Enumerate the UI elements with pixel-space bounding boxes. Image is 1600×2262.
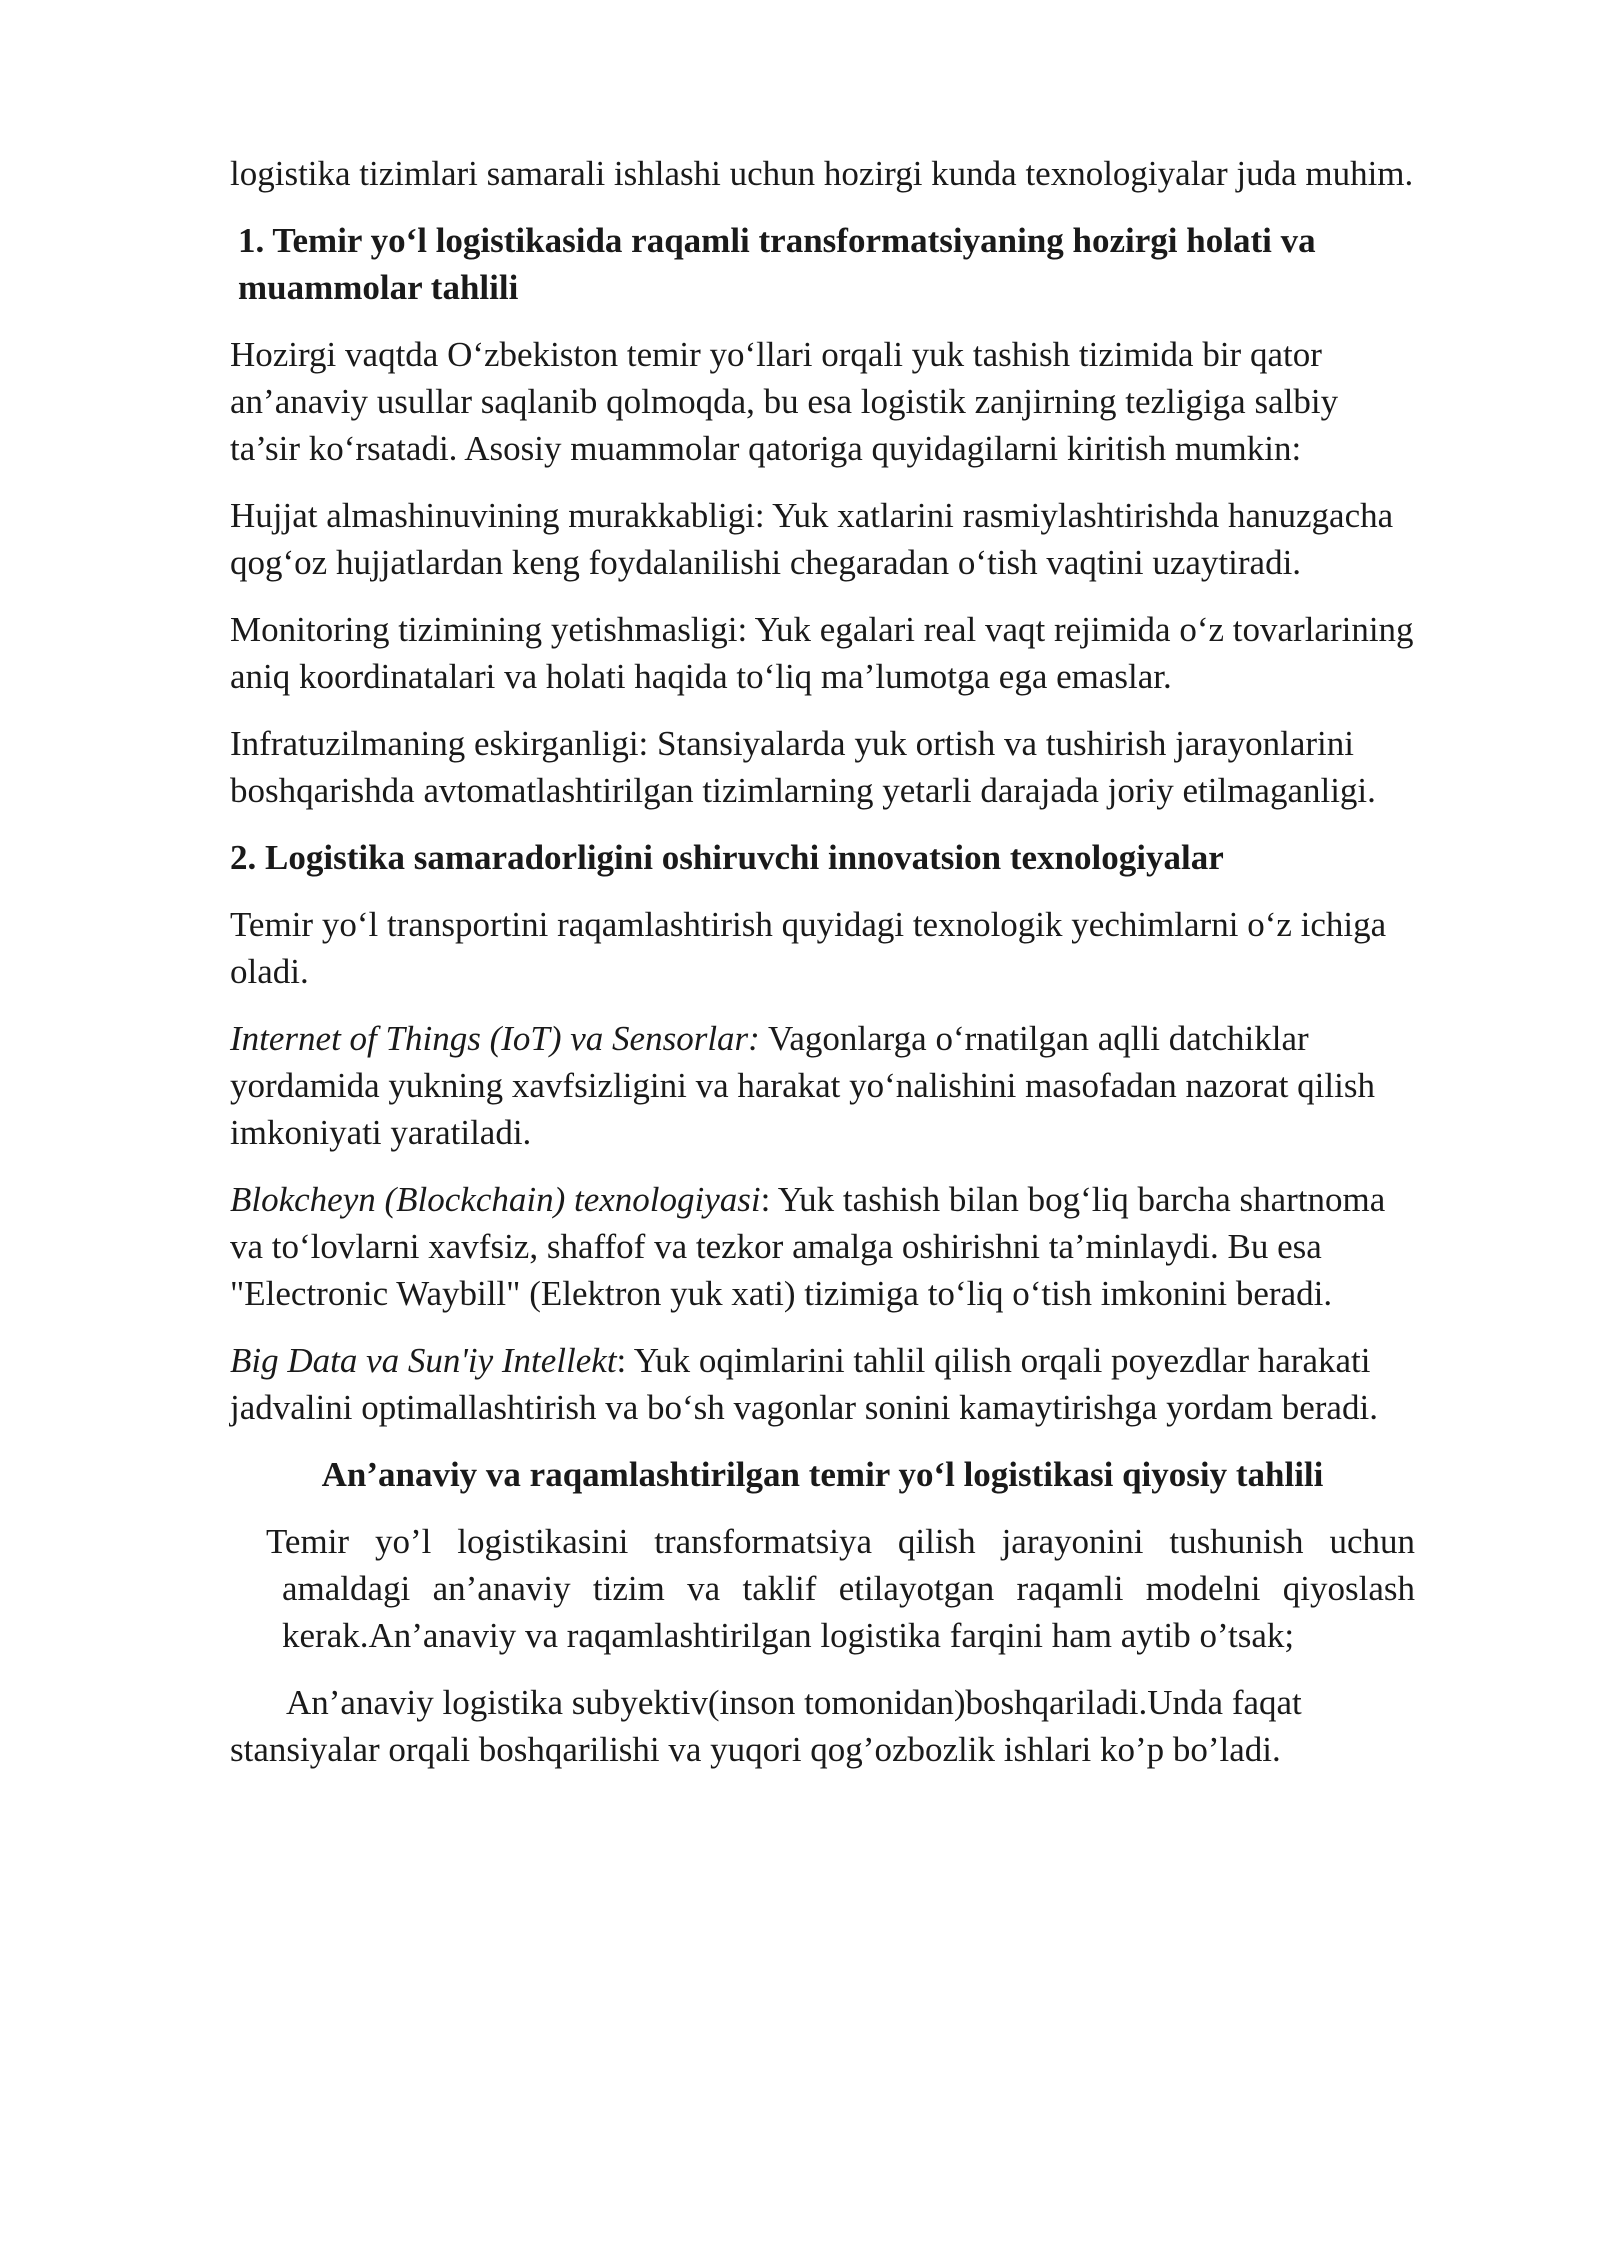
blockchain-term: Blokcheyn (Blockchain) texnologiyasi — [230, 1180, 761, 1219]
comparison-paragraph: Temir yo’l logistikasini transformatsiya qilish jarayonini tushunish uchun amaldagi an’anaviy tizim va taklif etilayotgan raqamli modelni qiyoslash kerak.An’anaviy va raqamlashtirilgan logistika farqini ham aytib o’tsak; — [266, 1522, 1415, 1655]
section-1-paragraph: Hozirgi vaqtda O‘zbekiston temir yo‘llari orqali yuk tashish tizimida bir qator an’anaviy usullar saqlanib qolmoqda, bu esa logistik zanjirning tezligiga salbiy ta’sir ko‘rsatadi. Asosiy muammolar qatoriga quyidagilarni kiritish mumkin: — [230, 335, 1339, 468]
iot-paragraph — [230, 1015, 1415, 1156]
iot-text: Vagonlarga o‘rnatilgan aqlli datchiklar yordamida yukning xavfsizligini va harakat yo‘nalishini masofadan nazorat qilish imkoniyati yaratiladi. — [230, 1019, 1375, 1152]
problem-documents-paragraph: Hujjat almashinuvining murakkabligi: Yuk xatlarini rasmiylashtirishda hanuzgacha qog‘oz hujjatlardan keng foydalanilishi chegaradan o‘tish vaqtini uzaytiradi. — [230, 496, 1394, 582]
problem-monitoring-paragraph: Monitoring tizimining yetishmasligi: Yuk egalari real vaqt rejimida o‘z tovarlarining aniq koordinatalari va holati haqida to‘liq ma’lumotga ega emaslar. — [230, 610, 1414, 696]
bigdata-text: : Yuk oqimlarini tahlil qilish orqali poyezdlar harakati jadvalini optimallashtirish va bo‘sh vagonlar sonini kamaytirishga yordam beradi. — [230, 1341, 1378, 1427]
blockchain-text: : Yuk tashish bilan bog‘liq barcha shartnoma va to‘lovlarni xavfsiz, shaffof va tezkor amalga oshirishni ta’minlaydi. Bu esa "Electronic Waybill" (Elektron yuk xati) tizimiga to‘liq o‘tish imkonini beradi. — [230, 1180, 1386, 1313]
problem-infrastructure-paragraph: Infratuzilmaning eskirganligi: Stansiyalarda yuk ortish va tushirish jarayonlarini boshqarishda avtomatlashtirilgan tizimlarning yetarli darajada joriy etilmaganligi. — [230, 724, 1376, 810]
section-2-paragraph: Temir yo‘l transportini raqamlashtirish quyidagi texnologik yechimlarni o‘z ichiga oladi. — [230, 905, 1387, 991]
blockchain-paragraph — [230, 1176, 1415, 1317]
comparison-heading: An’anaviy va raqamlashtirilgan temir yo‘l logistikasi qiyosiy tahlili — [321, 1455, 1324, 1494]
intro-paragraph: logistika tizimlari samarali ishlashi uchun hozirgi kunda texnologiyalar juda muhim. — [230, 154, 1414, 193]
iot-term: Internet of Things (IoT) va Sensorlar: — [230, 1019, 760, 1058]
traditional-logistics-paragraph: An’anaviy logistika subyektiv(inson tomonidan)boshqariladi.Unda faqat stansiyalar orqali boshqarilishi va yuqori qog’ozbozlik ishlari ko’p bo’ladi. — [230, 1683, 1302, 1769]
bigdata-paragraph — [230, 1337, 1415, 1431]
section-2-heading: 2. Logistika samaradorligini oshiruvchi innovatsion texnologiyalar — [230, 838, 1224, 877]
bigdata-term: Big Data va Sun'iy Intellekt — [230, 1341, 617, 1380]
document-page — [230, 150, 1415, 1793]
section-1-heading: 1. Temir yo‘l logistikasida raqamli transformatsiyaning hozirgi holati va muammolar tahlili — [238, 221, 1316, 307]
